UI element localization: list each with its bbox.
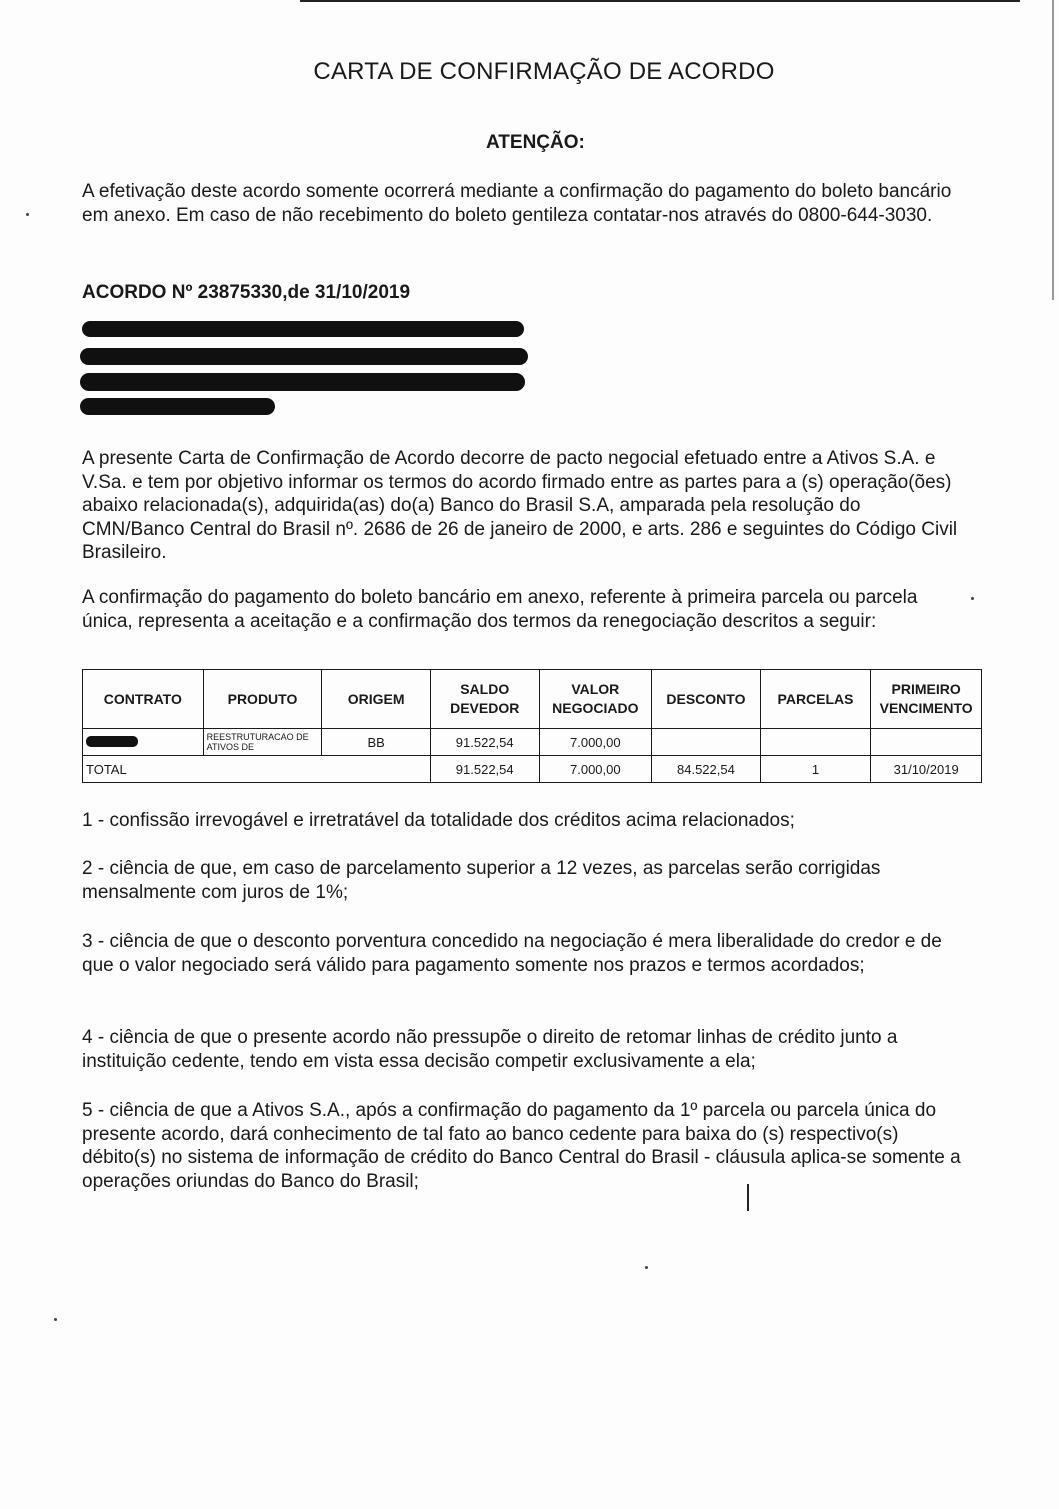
cell-parcelas	[760, 729, 871, 756]
scan-speck	[26, 213, 29, 216]
redaction-bar	[86, 736, 138, 747]
total-label: TOTAL	[83, 756, 431, 783]
cell-primeiro-vencimento	[871, 729, 982, 756]
cell-saldo-devedor: 91.522,54	[430, 729, 539, 756]
cell-valor-negociado: 7.000,00	[539, 729, 652, 756]
scan-speck	[645, 1266, 648, 1269]
cell-origem: BB	[322, 729, 431, 756]
header-origem: ORIGEM	[322, 670, 431, 729]
document-title: CARTA DE CONFIRMAÇÃO DE ACORDO	[313, 58, 775, 85]
body-paragraph-2: A confirmação do pagamento do boleto bancário em anexo, referente à primeira parcela ou parcela única, representa a aceitação e a confirmação dos termos da renegociação descritos a seguir:	[82, 587, 918, 632]
cell-desconto	[652, 729, 761, 756]
agreement-table	[82, 669, 982, 783]
total-desconto: 84.522,54	[652, 756, 761, 783]
scan-right-edge	[1052, 0, 1054, 300]
table-total-row	[83, 756, 982, 783]
redaction-bar	[80, 398, 275, 415]
total-parcelas: 1	[760, 756, 871, 783]
header-produto: PRODUTO	[203, 670, 322, 729]
total-primeiro-vencimento: 31/10/2019	[871, 756, 982, 783]
table-row	[83, 729, 982, 756]
total-valor-negociado: 7.000,00	[539, 756, 652, 783]
clause-5: 5 - ciência de que a Ativos S.A., após a confirmação do pagamento da 1º parcela ou parcela única do presente acordo, dará conhecimento de tal fato ao banco cedente para baixa do (s) respectivo(s) débito(s) no sistema de informação de crédito do Banco Central do Brasil - cláusula aplica-se somente a operações oriundas do Banco do Brasil;	[82, 1100, 961, 1192]
scan-top-edge	[300, 0, 1020, 2]
agreement-id: ACORDO Nº 23875330,de 31/10/2019	[82, 282, 411, 303]
body-paragraph-1: A presente Carta de Confirmação de Acordo decorre de pacto negocial efetuado entre a Ativos S.A. e V.Sa. e tem por objetivo informar os termos do acordo firmado entre as partes para a (s) operação(ões) abaixo relacionada(s), adquirida(as) do(a) Banco do Brasil S.A, amparada pela resolução do CMN/Banco Central do Brasil nº. 2686 de 26 de janeiro de 2000, e arts. 286 e seguintes do Código Civil Brasileiro.	[82, 448, 958, 563]
scan-speck	[971, 597, 974, 600]
redaction-bar	[80, 348, 528, 365]
clause-3: 3 - ciência de que o desconto porventura concedido na negociação é mera liberalidade do credor e de que o valor negociado será válido para pagamento somente nos prazos e termos acordados;	[82, 931, 942, 976]
table-header-row	[83, 670, 982, 729]
total-saldo-devedor: 91.522,54	[430, 756, 539, 783]
cell-contrato	[83, 729, 204, 756]
header-primeiro-vencimento: PRIMEIRO VENCIMENTO	[871, 670, 982, 729]
header-valor-negociado: VALOR NEGOCIADO	[539, 670, 652, 729]
clause-2: 2 - ciência de que, em caso de parcelamento superior a 12 vezes, as parcelas serão corrigidas mensalmente com juros de 1%;	[82, 858, 881, 903]
redaction-bar	[80, 373, 525, 391]
header-saldo-devedor: SALDO DEVEDOR	[430, 670, 539, 729]
intro-paragraph: A efetivação deste acordo somente ocorrerá mediante a confirmação do pagamento do boleto bancário em anexo. Em caso de não recebimento do boleto gentileza contatar-nos através do 0800-644-3030.	[82, 181, 952, 226]
redaction-bar	[82, 321, 524, 337]
attention-heading: ATENÇÃO:	[486, 132, 585, 153]
header-parcelas: PARCELAS	[760, 670, 871, 729]
clause-1: 1 - confissão irrevogável e irretratável da totalidade dos créditos acima relacionados;	[82, 810, 795, 831]
header-desconto: DESCONTO	[652, 670, 761, 729]
cell-produto: REESTRUTURACAO DE ATIVOS DE	[203, 729, 322, 756]
clause-4: 4 - ciência de que o presente acordo não pressupõe o direito de retomar linhas de crédito junto a instituição cedente, tendo em vista essa decisão competir exclusivamente a ela;	[82, 1027, 898, 1072]
header-contrato: CONTRATO	[83, 670, 204, 729]
pen-mark	[747, 1184, 749, 1211]
scan-speck	[54, 1318, 57, 1321]
